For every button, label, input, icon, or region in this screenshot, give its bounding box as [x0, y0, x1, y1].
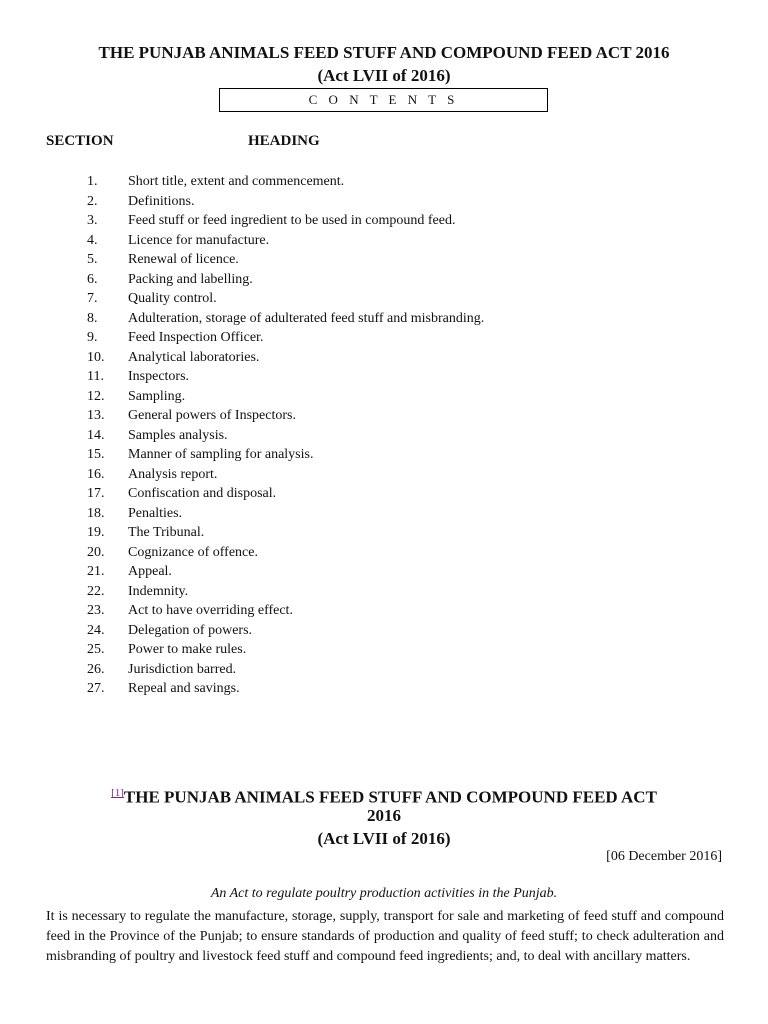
toc-item-heading: Jurisdiction barred. [128, 661, 237, 677]
toc-item-number: 16. [87, 466, 105, 482]
toc-item [0, 445, 768, 465]
toc-item [0, 192, 768, 212]
toc-item-number: 24. [87, 622, 105, 638]
toc-item-number: 19. [87, 525, 105, 540]
toc-item [0, 504, 768, 524]
toc-item-heading: Penalties. [128, 505, 183, 521]
toc-item-heading: Samples analysis. [128, 427, 228, 443]
act-title-line1: THE PUNJAB ANIMALS FEED STUFF AND COMPOUND FEED ACT [123, 787, 657, 807]
toc-item-heading: Adulteration, storage of adulterated feed stuff and misbranding. [128, 310, 485, 326]
table-of-contents [0, 172, 768, 699]
toc-item-heading: Inspectors. [128, 369, 190, 384]
toc-item [0, 270, 768, 290]
toc-item [0, 640, 768, 660]
toc-item-number: 8. [87, 310, 98, 326]
toc-item [0, 523, 768, 543]
toc-item-number: 25. [87, 642, 105, 657]
toc-item [0, 621, 768, 641]
toc-item-number: 11. [87, 369, 104, 384]
preamble-body: It is necessary to regulate the manufacture, storage, supply, transport for sale and marketing of feed stuff and compound feed in the Province of the Punjab; to ensure standards of production and quality of feed stuff; to check adulteration and misbranding of poultry and livestock feed stuff and compound feed ingredients; and, to deal with ancillary matters. [46, 909, 724, 964]
toc-item-number: 20. [87, 544, 105, 560]
toc-item [0, 543, 768, 563]
toc-item-heading: Analytical laboratories. [128, 349, 260, 365]
toc-item-heading: Power to make rules. [128, 642, 247, 657]
toc-item [0, 250, 768, 270]
document-subtitle: (Act LVII of 2016) [317, 66, 451, 85]
toc-item-number: 9. [87, 330, 98, 345]
toc-item-number: 5. [87, 252, 98, 267]
toc-item [0, 679, 768, 699]
toc-item-number: 2. [87, 193, 98, 209]
toc-item-heading: Analysis report. [128, 466, 218, 482]
toc-item-number: 23. [87, 603, 105, 618]
toc-item-heading: Delegation of powers. [128, 622, 253, 638]
toc-item [0, 562, 768, 582]
toc-item-heading: General powers of Inspectors. [128, 408, 296, 423]
toc-item-number: 14. [87, 427, 105, 443]
toc-item-number: 21. [87, 564, 105, 579]
toc-item [0, 367, 768, 387]
toc-item-number: 13. [87, 408, 105, 423]
toc-item [0, 406, 768, 426]
toc-item-number: 7. [87, 291, 98, 306]
toc-item-number: 6. [87, 271, 98, 287]
enactment-date: [06 December 2016] [606, 849, 722, 864]
toc-item-number: 27. [87, 681, 105, 696]
toc-item [0, 211, 768, 231]
toc-item-heading: Definitions. [128, 193, 195, 209]
toc-item [0, 348, 768, 368]
toc-item-heading: Act to have overriding effect. [128, 603, 293, 618]
toc-item-number: 4. [87, 232, 98, 248]
toc-item [0, 601, 768, 621]
toc-item-heading: Packing and labelling. [128, 271, 253, 287]
toc-item-heading: Quality control. [128, 291, 217, 306]
toc-item [0, 309, 768, 329]
document-title: THE PUNJAB ANIMALS FEED STUFF AND COMPOUND FEED ACT 2016 [98, 43, 670, 62]
toc-item-heading: Appeal. [128, 564, 172, 579]
heading-column-header: HEADING [248, 133, 320, 149]
toc-item-number: 10. [87, 349, 105, 365]
contents-label: C O N T E N T S [219, 88, 548, 112]
toc-item-number: 1. [87, 174, 98, 189]
toc-item [0, 231, 768, 251]
toc-item [0, 289, 768, 309]
toc-item-heading: Renewal of licence. [128, 252, 239, 267]
toc-item-number: 15. [87, 447, 105, 462]
toc-item-heading: Feed stuff or feed ingredient to be used in compound feed. [128, 213, 456, 228]
toc-item [0, 387, 768, 407]
toc-item-number: 22. [87, 583, 105, 599]
toc-item-heading: The Tribunal. [128, 525, 205, 540]
toc-item-heading: Manner of sampling for analysis. [128, 447, 314, 462]
toc-item-heading: Short title, extent and commencement. [128, 174, 345, 189]
toc-item [0, 465, 768, 485]
toc-item-heading: Sampling. [128, 388, 186, 404]
toc-item [0, 426, 768, 446]
toc-item-number: 12. [87, 388, 105, 404]
toc-item-number: 26. [87, 661, 105, 677]
toc-item-number: 17. [87, 486, 105, 501]
toc-item [0, 328, 768, 348]
toc-item-heading: Cognizance of offence. [128, 544, 258, 560]
toc-item-heading: Licence for manufacture. [128, 232, 270, 248]
act-title-line2: 2016 [367, 806, 401, 825]
toc-item [0, 172, 768, 192]
toc-item [0, 582, 768, 602]
footnote-link[interactable]: [1] [111, 787, 124, 799]
act-number: (Act LVII of 2016) [317, 829, 451, 848]
toc-item [0, 484, 768, 504]
toc-item-heading: Feed Inspection Officer. [128, 330, 264, 345]
toc-item-heading: Confiscation and disposal. [128, 486, 277, 501]
toc-item-heading: Indemnity. [128, 583, 189, 599]
preamble-title: An Act to regulate poultry production activities in the Punjab. [210, 886, 558, 901]
toc-item-heading: Repeal and savings. [128, 681, 240, 696]
section-column-header: SECTION [46, 133, 114, 149]
toc-item-number: 3. [87, 213, 98, 228]
toc-item-number: 18. [87, 505, 105, 521]
toc-item [0, 660, 768, 680]
